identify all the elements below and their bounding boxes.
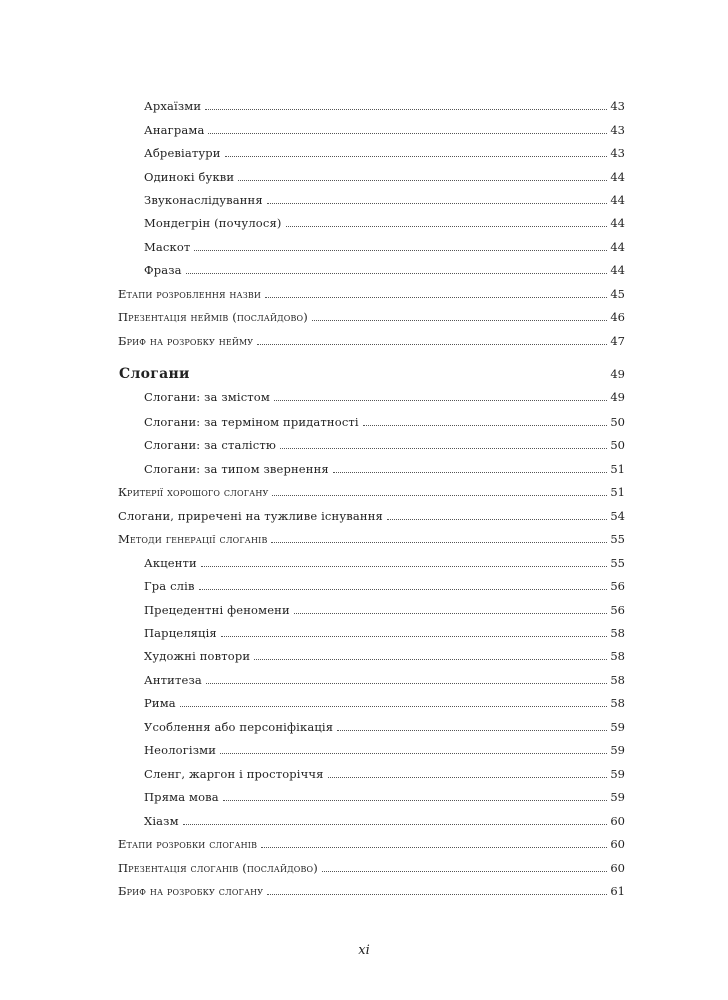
toc-entry-title: Акценти	[144, 556, 197, 570]
toc-entry-title: Слогани	[119, 366, 190, 382]
toc-entry	[0, 784, 728, 804]
toc-entry-title: Презентація слоганів (послайдово)	[118, 861, 318, 875]
toc-dot-leader	[221, 636, 608, 637]
toc-entry	[0, 667, 728, 687]
toc-entry-title: Етапи розроблення назви	[118, 287, 262, 301]
toc-entry-page-number: 58	[610, 649, 625, 663]
toc-entry-title: Анаграма	[144, 123, 205, 137]
toc-entry-title: Маскот	[144, 240, 191, 254]
toc-entry-title: Бриф на розробку слогану	[118, 884, 264, 898]
toc-dot-leader	[257, 344, 607, 345]
toc-entry-page-number: 59	[610, 790, 625, 804]
toc-entry-title: Художні повтори	[144, 649, 251, 663]
toc-entry-title: Пряма мова	[144, 790, 219, 804]
toc-entry	[0, 432, 728, 452]
toc-entry-page-number: 51	[610, 462, 625, 476]
toc-dot-leader	[238, 180, 607, 181]
toc-entry-page-number: 44	[610, 170, 625, 184]
toc-dot-leader	[286, 226, 608, 227]
toc-dot-leader	[186, 273, 608, 274]
toc-entry-page-number: 58	[610, 626, 625, 640]
toc-entry-page-number: 43	[610, 99, 625, 113]
toc-dot-leader	[337, 730, 607, 731]
toc-entry	[0, 164, 728, 184]
toc-entry-page-number: 58	[610, 696, 625, 710]
toc-entry-page-number: 45	[610, 287, 625, 301]
toc-entry-title: Бриф на розробку нейму	[118, 334, 254, 348]
toc-entry	[0, 808, 728, 828]
toc-entry-page-number: 51	[610, 485, 625, 499]
toc-entry	[0, 737, 728, 757]
toc-entry-page-number: 56	[610, 603, 625, 617]
toc-entry	[0, 620, 728, 640]
toc-entry	[0, 281, 728, 301]
toc-dot-leader	[225, 156, 608, 157]
toc-entry	[0, 761, 728, 781]
toc-entry-title: Звуконаслідування	[144, 193, 263, 207]
toc-entry-title: Фраза	[144, 263, 182, 277]
toc-entry-page-number: 61	[610, 884, 625, 898]
toc-entry	[0, 384, 728, 404]
toc-entry-page-number: 60	[610, 837, 625, 851]
toc-dot-leader	[322, 871, 607, 872]
toc-entry-page-number: 50	[610, 415, 625, 429]
toc-entry-title: Слогани, приречені на тужливе існування	[118, 509, 383, 523]
toc-dot-leader	[254, 659, 607, 660]
toc-entry-page-number: 54	[610, 509, 625, 523]
toc-dot-leader	[294, 613, 608, 614]
toc-entry	[0, 304, 728, 324]
toc-entry	[0, 187, 728, 207]
toc-dot-leader	[271, 542, 607, 543]
toc-entry-page-number: 59	[610, 743, 625, 757]
toc-entry-page-number: 44	[610, 240, 625, 254]
toc-entry	[0, 714, 728, 734]
toc-dot-leader	[183, 824, 608, 825]
toc-entry-page-number: 50	[610, 438, 625, 452]
toc-dot-leader	[387, 519, 607, 520]
toc-entry-title: Презентація неймів (послайдово)	[118, 310, 308, 324]
toc-entry-page-number: 55	[610, 556, 625, 570]
toc-entry	[0, 855, 728, 875]
toc-entry-title: Слогани: за терміном придатності	[144, 415, 359, 429]
toc-entry	[0, 878, 728, 898]
toc-entry-page-number: 44	[610, 216, 625, 230]
toc-dot-leader	[274, 400, 607, 401]
toc-entry-page-number: 49	[610, 390, 625, 404]
toc-dot-leader	[199, 589, 608, 590]
toc-dot-leader	[194, 250, 607, 251]
toc-entry-page-number: 59	[610, 767, 625, 781]
toc-entry	[0, 328, 728, 348]
toc-entry-title: Критерії хорошого слогану	[118, 485, 269, 499]
toc-entry-page-number: 44	[610, 193, 625, 207]
toc-section-heading	[0, 361, 728, 381]
toc-entry-title: Антитеза	[144, 673, 202, 687]
toc-entry	[0, 503, 728, 523]
toc-dot-leader	[280, 448, 607, 449]
toc-entry-title: Слогани: за змістом	[144, 390, 270, 404]
toc-entry	[0, 526, 728, 546]
toc-entry	[0, 140, 728, 160]
toc-dot-leader	[180, 706, 608, 707]
toc-entry	[0, 831, 728, 851]
toc-entry	[0, 117, 728, 137]
toc-entry-page-number: 56	[610, 579, 625, 593]
toc-dot-leader	[333, 472, 608, 473]
toc-entry-title: Слогани: за типом звернення	[144, 462, 329, 476]
toc-entry	[0, 93, 728, 113]
toc-dot-leader	[272, 495, 607, 496]
toc-entry-page-number: 43	[610, 146, 625, 160]
toc-dot-leader	[267, 203, 608, 204]
toc-entry	[0, 597, 728, 617]
toc-dot-leader	[267, 894, 607, 895]
toc-entry-title: Мондегрін (почулося)	[144, 216, 282, 230]
page-number: xi	[358, 943, 370, 958]
toc-entry-page-number: 46	[610, 310, 625, 324]
toc-dot-leader	[223, 800, 608, 801]
toc-entry-page-number: 47	[610, 334, 625, 348]
toc-dot-leader	[206, 683, 607, 684]
toc-dot-leader	[205, 109, 607, 110]
toc-entry-title: Методи генерації слоганів	[118, 532, 268, 546]
toc-entry-page-number: 55	[610, 532, 625, 546]
toc-entry	[0, 234, 728, 254]
toc-entry	[0, 690, 728, 710]
toc-entry-page-number: 58	[610, 673, 625, 687]
toc-entry-page-number: 60	[610, 861, 625, 875]
toc-entry	[0, 550, 728, 570]
toc-entry	[0, 573, 728, 593]
toc-dot-leader	[312, 320, 607, 321]
toc-dot-leader	[265, 297, 607, 298]
toc-entry-title: Абревіатури	[144, 146, 221, 160]
toc-entry	[0, 409, 728, 429]
toc-entry-title: Архаїзми	[144, 99, 202, 113]
toc-entry-title: Парцеляція	[144, 626, 217, 640]
toc-dot-leader	[328, 777, 608, 778]
toc-entry-page-number: 44	[610, 263, 625, 277]
toc-entry	[0, 479, 728, 499]
toc-entry-page-number: 43	[610, 123, 625, 137]
toc-entry	[0, 456, 728, 476]
toc-dot-leader	[220, 753, 607, 754]
toc-entry-title: Хіазм	[144, 814, 179, 828]
toc-entry-title: Гра слів	[144, 579, 195, 593]
toc-entry-title: Прецедентні феномени	[144, 603, 290, 617]
toc-entry-title: Етапи розробки слоганів	[118, 837, 258, 851]
toc-entry	[0, 257, 728, 277]
toc-entry-title: Неологізми	[144, 743, 217, 757]
toc-dot-leader	[208, 133, 607, 134]
toc-entry-title: Сленг, жаргон і просторіччя	[144, 767, 324, 781]
toc-dot-leader	[261, 847, 607, 848]
toc-entry-page-number: 60	[610, 814, 625, 828]
toc-entry-title: Рима	[144, 696, 176, 710]
toc-dot-leader	[363, 425, 608, 426]
toc-entry-title: Одинокі букви	[144, 170, 235, 184]
toc-entry-title: Слогани: за сталістю	[144, 438, 277, 452]
toc-entry-page-number: 49	[610, 367, 625, 381]
toc-entry-title: Усоблення або персоніфікація	[144, 720, 334, 734]
toc-entry-page-number: 59	[610, 720, 625, 734]
toc-dot-leader	[201, 566, 608, 567]
toc-entry	[0, 210, 728, 230]
toc-entry	[0, 643, 728, 663]
